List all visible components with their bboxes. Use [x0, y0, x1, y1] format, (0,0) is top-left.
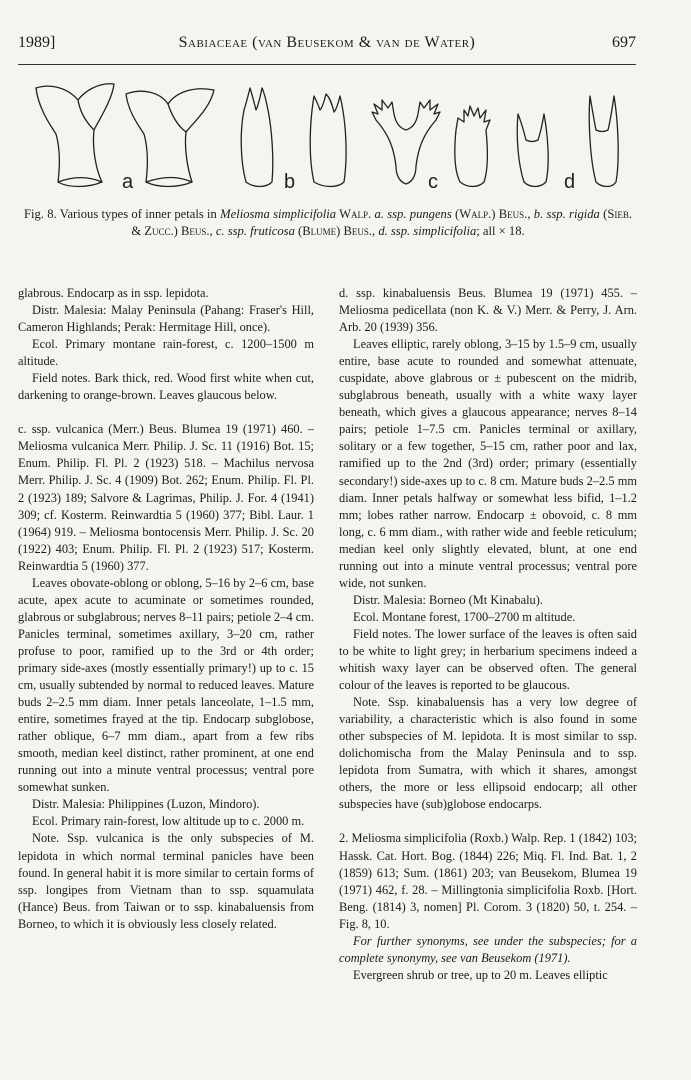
ecology-paragraph: Ecol. Montane forest, 1700–2700 m altitude.: [353, 609, 576, 624]
caption-a: a. ssp. pungens: [374, 207, 452, 221]
paragraph: glabrous. Endocarp as in ssp. lepidota.: [18, 286, 209, 300]
ecology-paragraph: Ecol. Primary rain-forest, low altitude up to c. 2000 m.: [32, 814, 305, 829]
header-title: Sabiaceae (van Beusekom & van de Water): [178, 34, 476, 51]
label-b: b: [284, 171, 296, 193]
note-paragraph: Note. Ssp. kinabaluensis has a very low degree of variability, a characteristic which is also found in some other subspecies of M. lepidota. It is most similar to ssp. dolichomischa from the Malay Peninsula and to ssp. lepidota from Sumatra, with which it shares, amongst others, the more or less ellipsoid endocarp; all other subspecies have (sub)globose endocarps.: [339, 695, 637, 812]
description-paragraph: Evergreen shrub or tree, up to 20 m. Leaves elliptic: [353, 967, 608, 982]
caption-author: (Sieb. & Zucc.) Beus.,: [131, 207, 632, 238]
distribution-paragraph: Distr. Malesia: Borneo (Mt Kinabalu).: [353, 592, 543, 607]
caption-c: c. ssp. fruticosa: [215, 224, 295, 238]
distribution-paragraph: Distr. Malesia: Malay Peninsula (Pahang: Fraser's Hill, Cameron Highlands; Perak: Hermitage Hill, once).: [18, 303, 314, 335]
caption-author: (Blume) Beus.,: [294, 224, 379, 238]
label-d: d: [564, 171, 576, 193]
subspecies-heading-kinabaluensis: d. ssp. kinabaluensis Beus. Blumea 19 (1971) 455. – Meliosma pedicellata (non K. & V.) Merr. & Perry, J. Arn. Arb. 20 (1939) 356.: [339, 286, 637, 335]
right-column: [339, 285, 637, 984]
figure-8-illustration: [18, 70, 636, 196]
species-heading-simplicifolia: 2. Meliosma simplicifolia (Roxb.) Walp. Rep. 1 (1842) 103; Hassk. Cat. Hort. Bog. (1844) 226; Miq. Fl. Ind. Bat. 1, 2 (1859) 613; Sum. (1861) 203; van Beusekom, Blumea 19 (1971) 462, f. 28. – Millingtonia simplicifolia Roxb. [Hort. Beng. (1814) 3, nomen] Pl. Corom. 3 (1820) 50, t. 254. – Fig. 8, 10.: [339, 831, 637, 931]
field-notes-paragraph: Field notes. The lower surface of the leaves is often said to be white to light grey; in herbarium specimens indeed a whitish waxy layer can be observed often. The general colour of the leaves is reported to be glaucous.: [339, 626, 637, 693]
caption-author: (Walp.) Beus.,: [451, 207, 534, 221]
header-rule: [18, 64, 636, 65]
caption-d: d. ssp. simplicifolia: [378, 224, 477, 238]
caption-b: b. ssp. rigida: [533, 207, 600, 221]
left-column: [18, 285, 314, 933]
inner-petals-drawing: [18, 70, 636, 196]
label-c: c: [428, 171, 438, 193]
caption-scale: ; all × 18.: [476, 224, 525, 238]
label-a: a: [122, 171, 134, 193]
caption-species: Meliosma simplicifolia: [220, 207, 337, 221]
header-year: 1989]: [18, 34, 56, 51]
page-number: 697: [612, 34, 636, 51]
synonym-note: For further synonyms, see under the subspecies; for a complete synonymy, see van Beusekom (1971).: [339, 933, 637, 965]
distribution-paragraph: Distr. Malesia: Philippines (Luzon, Mindoro).: [32, 797, 260, 812]
note-paragraph: Note. Ssp. vulcanica is the only subspecies of M. lepidota in which normal terminal panicles have been found. In general habit it is more similar to certain forms of ssp. longipes from Vietnam than to ssp. squamulata (Hance) Beus. from Taiwan or to ssp. kinabaluensis from Borneo, to which it is obviously less closely related.: [18, 831, 314, 931]
description-paragraph: Leaves elliptic, rarely oblong, 3–15 by 1.5–9 cm, usually entire, base acute to rounded and somewhat attenuate, cuspidate, above glabrous or ± pubescent on the midrib, subglabrous beneath, usually with a white waxy layer beneath, which gives a glaucous appearance; nerves 8–14 pairs; petiole 1–7.5 cm. Panicles terminal or axillary, solitary or a few together, 5–15 cm, rather poor and lax, ramified up to the 2nd (3rd) order; primary (essentially secondary!) side-axes up to c. 8 cm. Mature buds 2–2.5 mm diam. Inner petals halfway or somewhat less bifid, 1–1.2 mm; lobes rather narrow. Endocarp ± obovoid, c. 8 mm long, c. 6 mm diam., with rather wide and feeble reticulum; median keel only slightly elevated, blunt, at one end running out into a minute ventral processus; ventral pore wide, not sunken.: [339, 337, 637, 590]
description-paragraph: Leaves obovate-oblong or oblong, 5–16 by 2–6 cm, base acute, apex acute to acuminate or sometimes rounded, glabrous or subglabrous; nerves 8–11 pairs; petiole 2–4 cm. Panicles terminal, sometimes axillary, 3–20 cm, rather profuse to poor, ramified up to the 3rd or 4th order; primary side-axes (mostly essentially primary!) up to c. 15 cm, usually subtended by normal to reduced leaves. Mature buds 2–2.5 mm diam. Inner petals lanceolate, 1–1.5 mm, entire, sometimes frayed at the tip. Endocarp subglobose, rather oblique, 6–7 mm diam., apart from a few ribs smooth, median keel distinct, rather prominent, at one end running out into a minute ventral processus; ventral pore somewhat sunken.: [18, 575, 314, 795]
running-header: [18, 34, 636, 58]
field-notes-paragraph: Field notes. Bark thick, red. Wood first white when cut, darkening to orange-brown. Leaves glaucous below.: [18, 371, 314, 403]
figure-caption: [24, 206, 632, 240]
caption-author: Walp.: [336, 207, 375, 221]
subspecies-heading-vulcanica: c. ssp. vulcanica (Merr.) Beus. Blumea 19 (1971) 460. – Meliosma vulcanica Merr. Philip. J. Sc. 11 (1916) Bot. 15; Enum. Philip. Fl. Pl. 2 (1923) 518. – Machilus nervosa Merr. Philip. J. Sc. 4 (1909) Bot. 262; Enum. Philip. Fl. Pl. 2 (1923) 189; Salvore & Lagrimas, Philip. J. For. 4 (1941) 309; cf. Kosterm. Reinwardtia 5 (1960) 377; Bibl. Laur. 1 (1964) 919. – Meliosma bontocensis Merr. Philip. J. Sc. 20 (1922) 403; Enum. Philip. Fl. Pl. 2 (1923) 517; Kosterm. Reinwardtia 5 (1960) 377.: [18, 422, 314, 573]
caption-text: Fig. 8. Various types of inner petals in: [24, 207, 221, 221]
ecology-paragraph: Ecol. Primary montane rain-forest, c. 1200–1500 m altitude.: [18, 337, 314, 369]
